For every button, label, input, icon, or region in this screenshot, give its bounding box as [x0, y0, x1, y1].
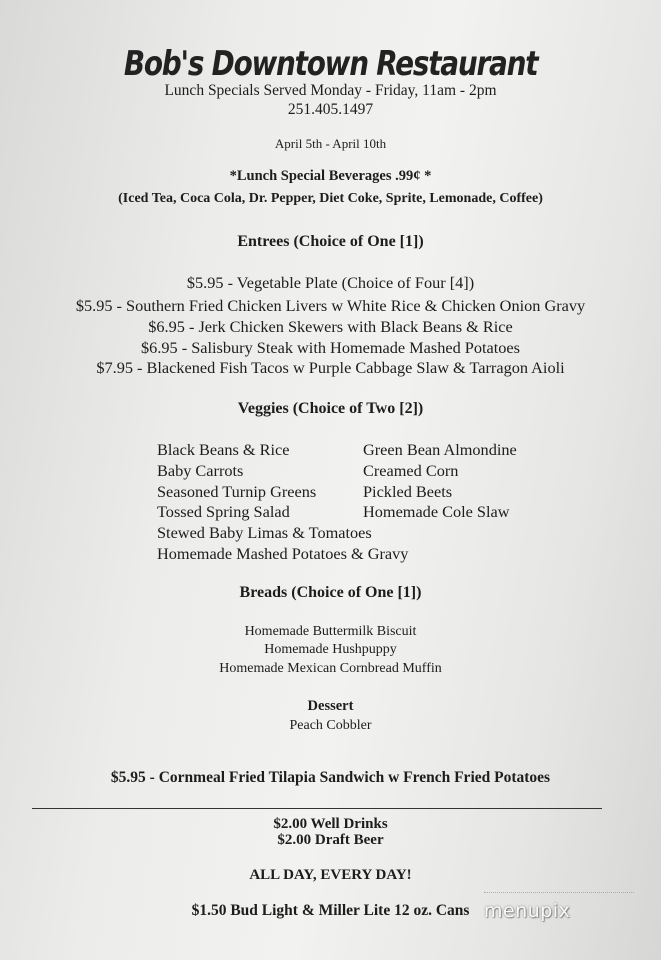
entree-item: $6.95 - Salisbury Steak with Homemade Mashed Potatoes — [141, 338, 520, 357]
veggie-item: Tossed Spring Salad — [157, 502, 290, 521]
draft-beer: $2.00 Draft Beer — [277, 832, 384, 848]
restaurant-title: Bob's Downtown Restaurant — [123, 44, 538, 84]
entrees-heading: Entrees (Choice of One [1]) — [237, 233, 424, 250]
veggies-heading: Veggies (Choice of Two [2]) — [237, 400, 424, 417]
veggie-item: Creamed Corn — [363, 461, 459, 480]
lunch-hours: Lunch Specials Served Monday - Friday, 11am - 2pm — [164, 82, 497, 99]
all-day-banner: ALL DAY, EVERY DAY! — [249, 867, 412, 883]
menupix-watermark: menupix — [484, 900, 571, 922]
date-range: April 5th - April 10th — [274, 136, 387, 151]
tilapia-special: $5.95 - Cornmeal Fried Tilapia Sandwich w French Fried Potatoes — [110, 769, 551, 786]
veggie-item: Green Bean Almondine — [363, 440, 517, 459]
bread-item: Homemade Buttermilk Biscuit — [244, 624, 417, 639]
entree-item: $5.95 - Southern Fried Chicken Livers w White Rice & Chicken Onion Gravy — [75, 296, 586, 315]
entree-item: $6.95 - Jerk Chicken Skewers with Black Beans & Rice — [148, 317, 513, 336]
divider-line — [32, 808, 602, 809]
veggie-item: Homemade Mashed Potatoes & Gravy — [157, 544, 409, 563]
bread-item: Homemade Hushpuppy — [264, 642, 397, 657]
beverages-list: (Iced Tea, Coca Cola, Dr. Pepper, Diet Coke, Sprite, Lemonade, Coffee) — [118, 191, 543, 206]
breads-heading: Breads (Choice of One [1]) — [239, 584, 422, 601]
dessert-item: Peach Cobbler — [289, 718, 372, 733]
veggie-item: Homemade Cole Slaw — [363, 502, 510, 521]
veggie-item: Pickled Beets — [363, 482, 453, 501]
veggie-item: Stewed Baby Limas & Tomatoes — [157, 523, 372, 542]
well-drinks: $2.00 Well Drinks — [273, 816, 388, 832]
veggie-item: Seasoned Turnip Greens — [157, 482, 317, 501]
cans-special: $1.50 Bud Light & Miller Lite 12 oz. Cans — [191, 902, 470, 919]
bread-item: Homemade Mexican Cornbread Muffin — [219, 661, 442, 676]
dessert-heading: Dessert — [307, 698, 354, 714]
phone-number: 251.405.1497 — [287, 101, 374, 118]
entree-item: $7.95 - Blackened Fish Tacos w Purple Cabbage Slaw & Tarragon Aioli — [96, 358, 565, 377]
entree-item: $5.95 - Vegetable Plate (Choice of Four [4]) — [186, 273, 475, 292]
veggie-item: Black Beans & Rice — [157, 440, 290, 459]
beverages-title: *Lunch Special Beverages .99¢ * — [229, 168, 432, 184]
veggie-item: Baby Carrots — [157, 461, 244, 480]
